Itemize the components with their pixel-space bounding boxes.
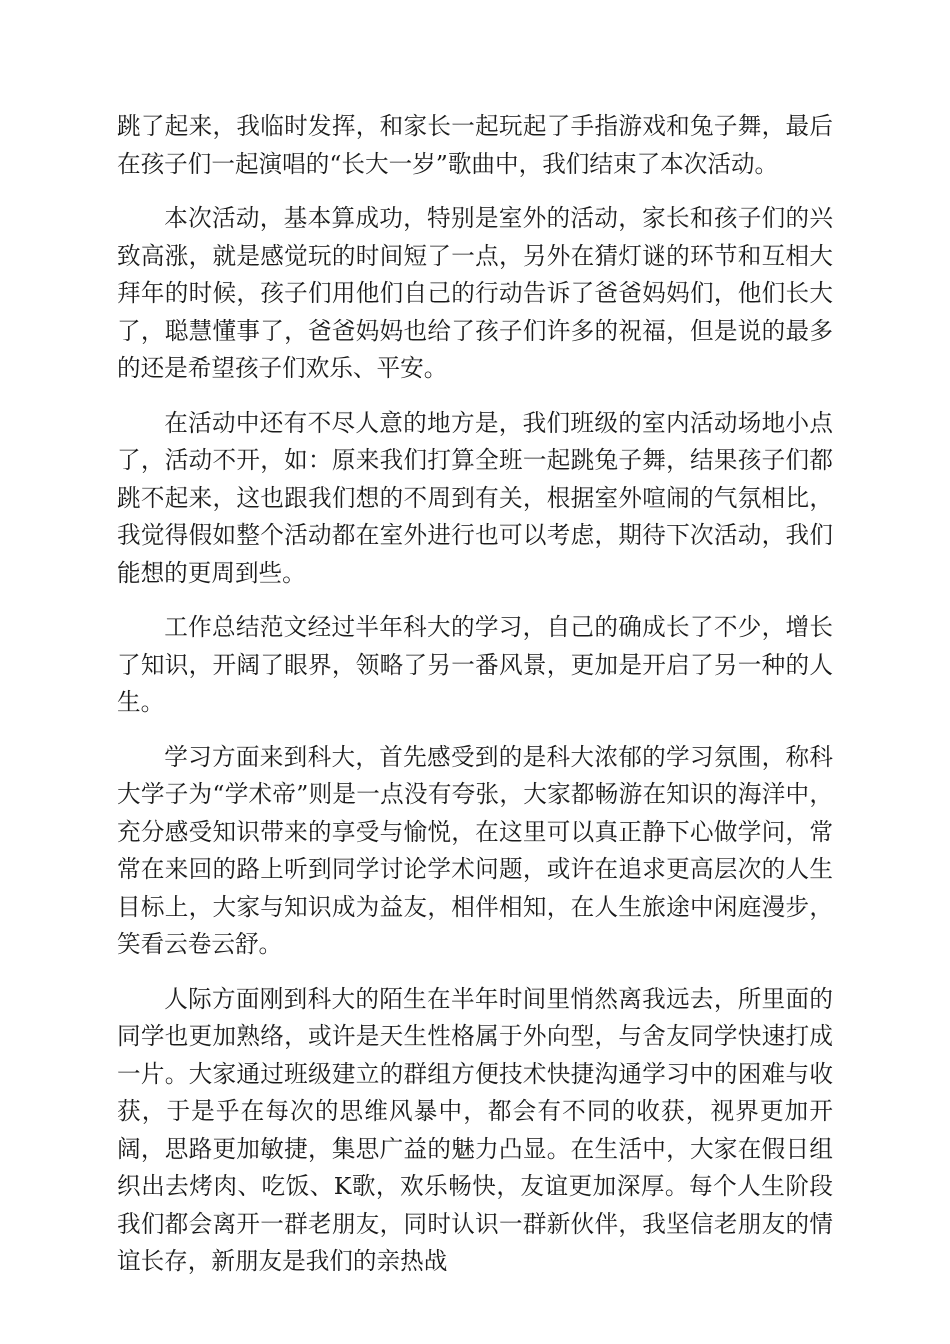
paragraph-activity-summary: 本次活动，基本算成功，特别是室外的活动，家长和孩子们的兴致高涨，就是感觉玩的时间短了一点，另外在猜灯谜的环节和互相大拜年的时候，孩子们用他们自己的行动告诉了爸爸妈妈们，他们长大了，聪慧懂事了，爸爸妈妈也给了孩子们许多的祝福，但是说的最多的还是希望孩子们欢乐、平安。: [117, 204, 833, 382]
paragraph-continuation: 跳了起来，我临时发挥，和家长一起玩起了手指游戏和兔子舞，最后在孩子们一起演唱的“长大一岁”歌曲中，我们结束了本次活动。: [117, 112, 833, 178]
document-body: [117, 108, 833, 1281]
paragraph-study: 学习方面来到科大，首先感受到的是科大浓郁的学习氛围，称科大学子为“学术帝”则是一点没有夸张，大家都畅游在知识的海洋中，充分感受知识带来的享受与愉悦，在这里可以真正静下心做学问，常常在来回的路上听到同学讨论学术问题，或许在追求更高层次的人生目标上，大家与知识成为益友，相伴相知，在人生旅途中闲庭漫步，笑看云卷云舒。: [117, 742, 833, 958]
paragraph-shortcomings: 在活动中还有不尽人意的地方是，我们班级的室内活动场地小点了，活动不开，如：原来我们打算全班一起跳兔子舞，结果孩子们都跳不起来，这也跟我们想的不周到有关，根据室外喧闹的气氛相比，我觉得假如整个活动都在室外进行也可以考虑，期待下次活动，我们能想的更周到些。: [117, 408, 833, 587]
paragraph-social: 人际方面刚到科大的陌生在半年时间里悄然离我远去，所里面的同学也更加熟络，或许是天生性格属于外向型，与舍友同学快速打成一片。大家通过班级建立的群组方便技术快捷沟通学习中的困难与收获，于是乎在每次的思维风暴中，都会有不同的收获，视界更加开阔，思路更加敏捷，集思广益的魅力凸显。在生活中，大家在假日组织出去烤肉、吃饭、K歌，欢乐畅快，友谊更加深厚。每个人生阶段我们都会离开一群老朋友，同时认识一群新伙伴，我坚信老朋友的情谊长存，新朋友是我们的亲热战: [117, 984, 833, 1275]
paragraph-work-summary-intro: 工作总结范文经过半年科大的学习，自己的确成长了不少，增长了知识，开阔了眼界，领略了另一番风景，更加是开启了另一种的人生。: [117, 613, 833, 716]
